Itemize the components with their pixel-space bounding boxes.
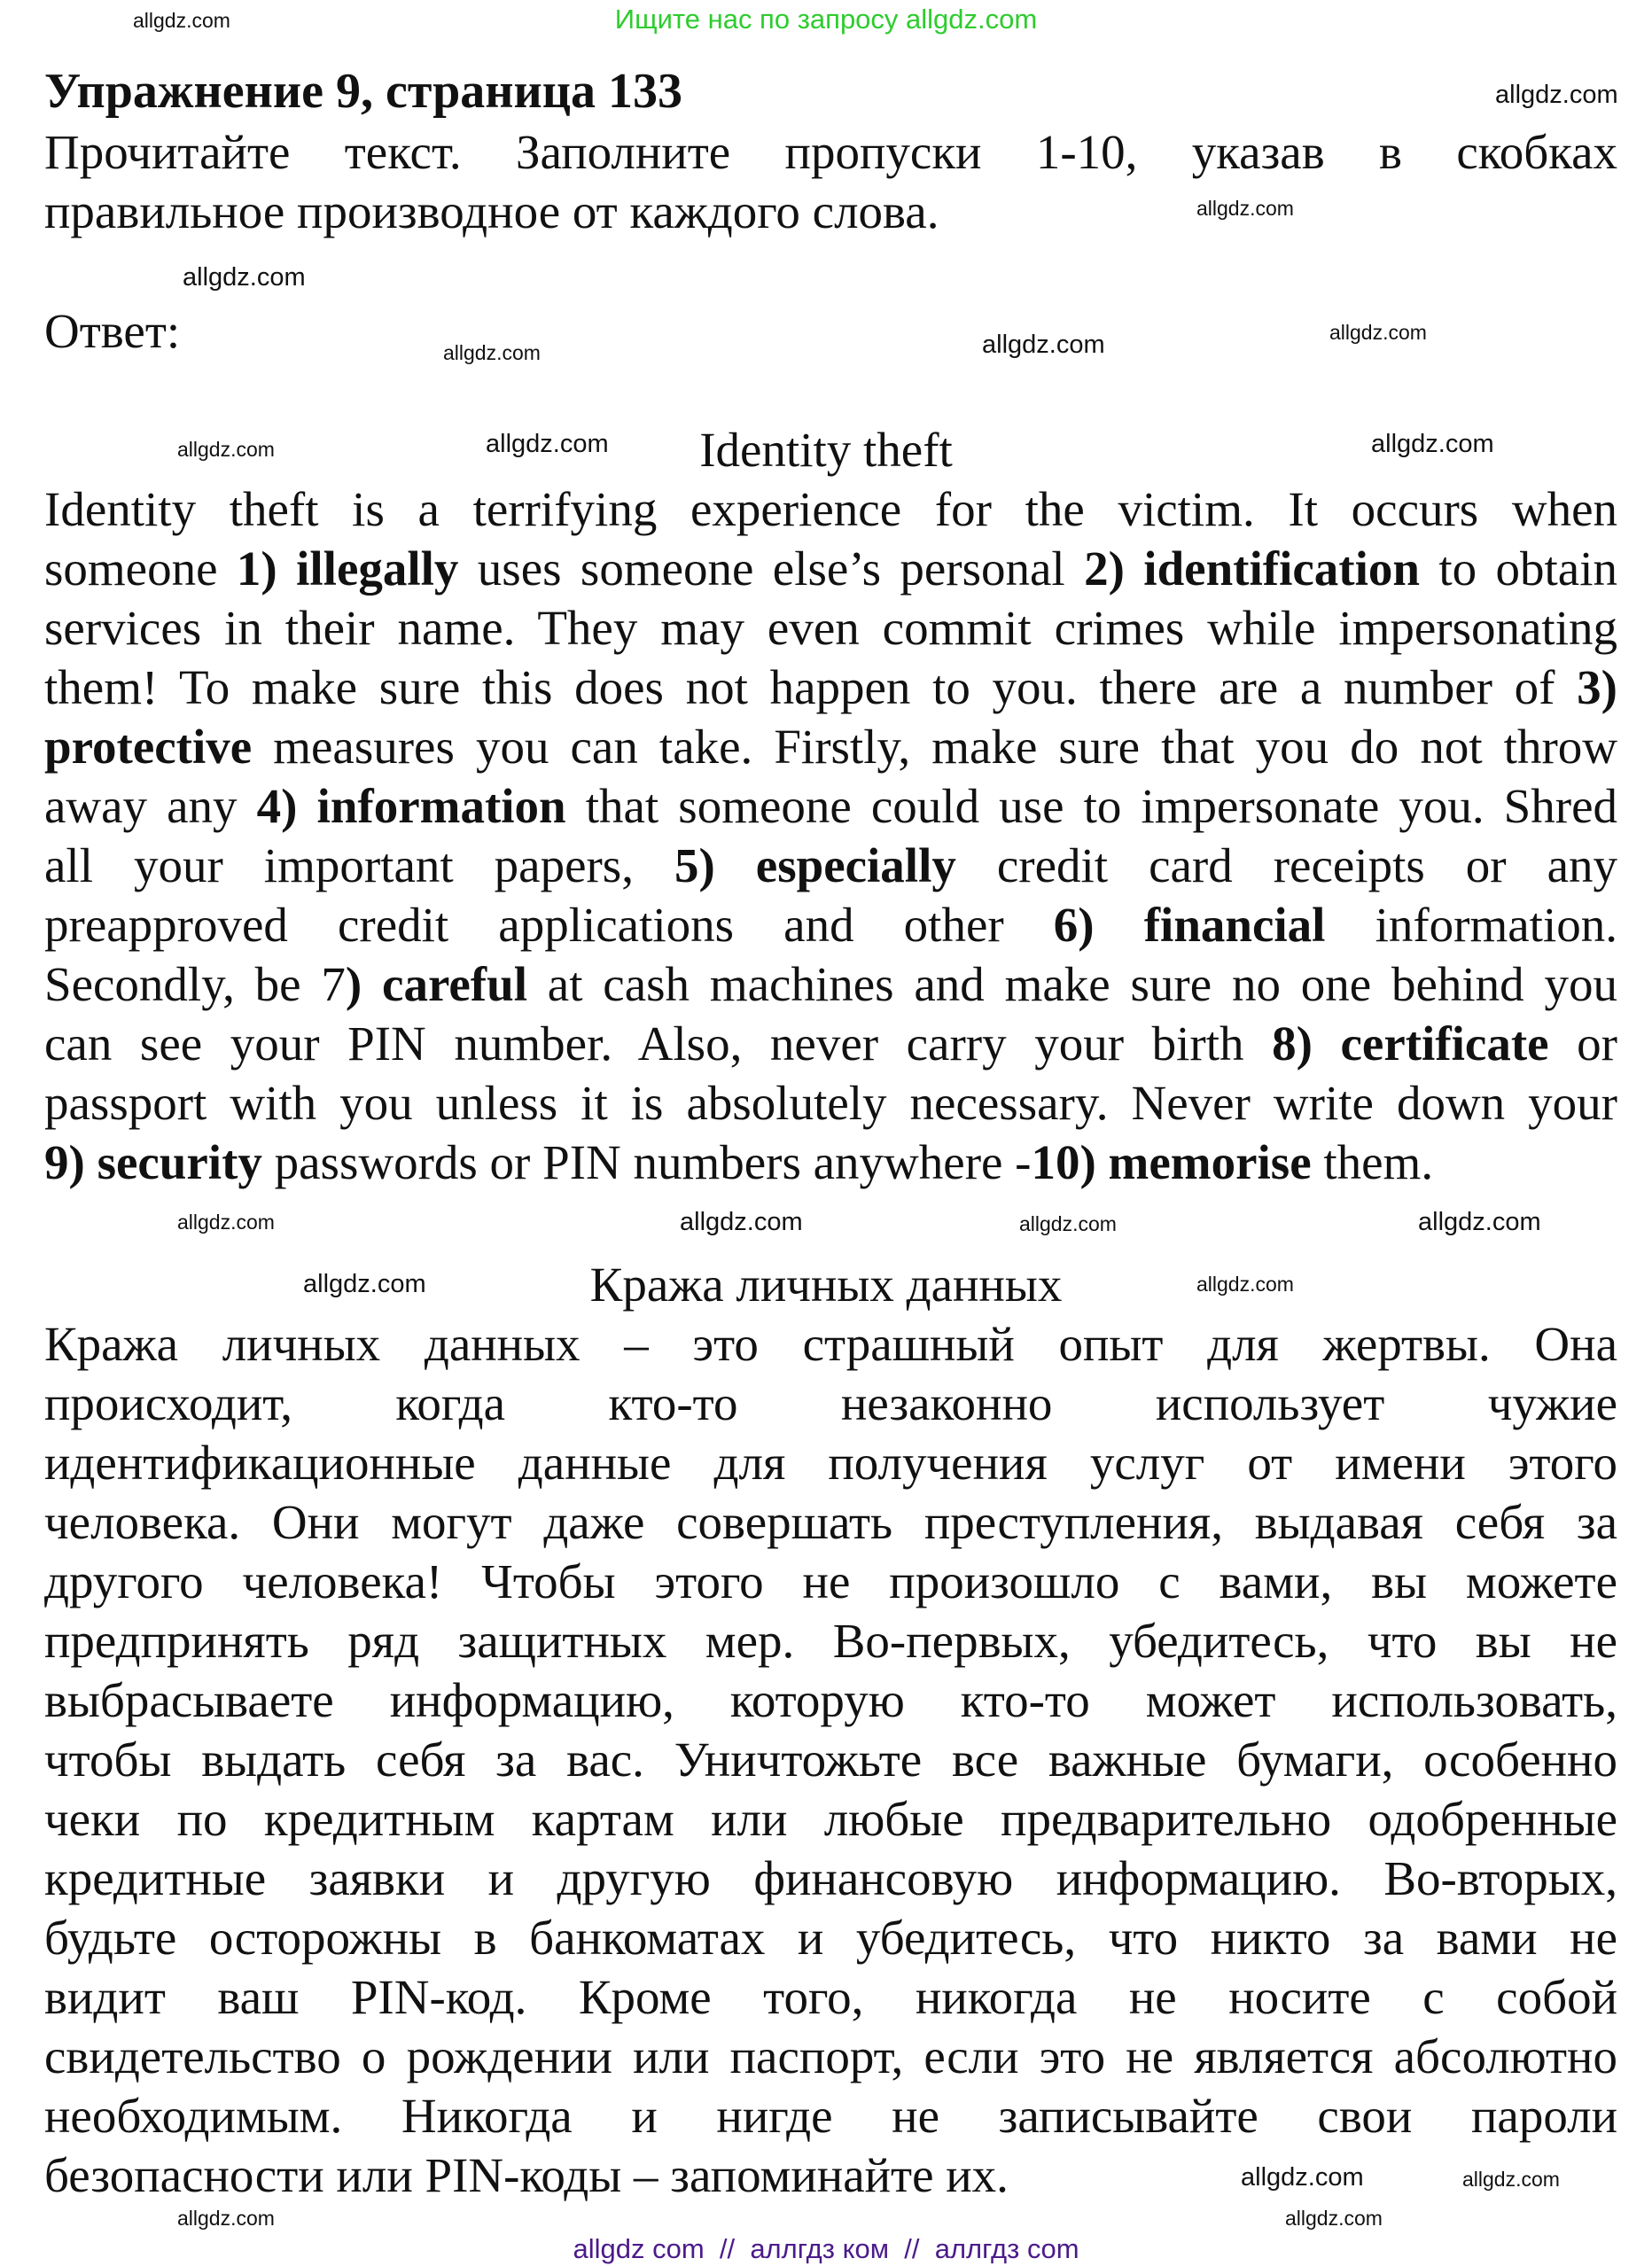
- text-segment: away any: [44, 779, 257, 833]
- footer-links: allgdz com // аллгдз ком // аллгдз com: [573, 2233, 1079, 2264]
- text-line: [44, 954, 1617, 1014]
- text-segment: выбрасываете информацию, которую кто-то может использовать,: [44, 1673, 1617, 1727]
- answer-word: ) careful: [345, 957, 527, 1011]
- text-line: [44, 1730, 1617, 1789]
- english-heading: Identity theft: [699, 423, 953, 477]
- watermark: allgdz.com: [1462, 2168, 1560, 2191]
- text-segment: идентификационные данные для получения услуг от имени этого: [44, 1436, 1617, 1490]
- watermark: allgdz.com: [177, 1211, 275, 1234]
- text-segment: them! To make sure this does not happen to you. there are a number of: [44, 660, 1578, 714]
- text-segment: them.: [1311, 1135, 1434, 1189]
- watermark: allgdz.com: [303, 1270, 426, 1298]
- text-segment: Кража личных данных – это страшный опыт для жертвы. Она: [44, 1317, 1617, 1371]
- text-line: [44, 776, 1617, 836]
- answer-word: 1) illegally: [236, 541, 459, 596]
- text-segment: at cash machines and make sure no one behind you: [526, 957, 1617, 1011]
- text-segment: Secondly, be 7: [44, 957, 346, 1011]
- instructions: [44, 122, 1617, 241]
- watermark: allgdz.com: [1196, 197, 1294, 220]
- text-line: [44, 895, 1617, 954]
- text-segment: preapproved credit applications and other: [44, 898, 1054, 952]
- text-segment: свидетельство о рождении или паспорт, если это не является абсолютно: [44, 2029, 1617, 2083]
- text-segment: происходит, когда кто-то незаконно использует чужие: [44, 1376, 1617, 1430]
- text-segment: someone: [44, 541, 237, 596]
- text-segment: Identity theft is a terrifying experience for the victim. It occurs when: [44, 482, 1617, 536]
- answer-word: 4) information: [256, 779, 566, 833]
- text-segment: services in their name. They may even commit crimes while impersonating: [44, 601, 1617, 655]
- text-line: [44, 479, 1617, 539]
- watermark: allgdz.com: [1019, 1212, 1117, 1235]
- answer-label: Ответ:: [44, 304, 181, 358]
- text-line: [44, 1670, 1617, 1730]
- answer-word: 9) security: [44, 1135, 262, 1189]
- text-segment: видит ваш PIN-код. Кроме того, никогда не носите с собой: [44, 1970, 1617, 2024]
- text-segment: uses someone else’s personal: [458, 541, 1085, 596]
- text-line: [44, 717, 1617, 776]
- text-line: [44, 836, 1617, 895]
- watermark: allgdz.com: [1285, 2207, 1383, 2230]
- text-line: [44, 1374, 1617, 1433]
- text-line: [44, 1073, 1617, 1133]
- russian-heading: Кража личных данных: [589, 1258, 1063, 1312]
- watermark: allgdz.com: [1196, 1273, 1294, 1296]
- search-banner: Ищите нас по запросу allgdz.com: [614, 4, 1038, 35]
- text-segment: to obtain: [1419, 541, 1617, 596]
- answer-word: 10) memorise: [1031, 1135, 1312, 1189]
- answer-word: 5) especially: [674, 838, 956, 892]
- watermark: allgdz.com: [1418, 1208, 1541, 1236]
- text-line: [44, 539, 1617, 598]
- text-segment: безопасности или PIN-коды – запоминайте их.: [44, 2148, 1009, 2202]
- text-line: [44, 2086, 1617, 2145]
- text-segment: passport with you unless it is absolutely necessary. Never write down your: [44, 1076, 1617, 1130]
- text-segment: that someone could use to impersonate you. Shred: [565, 779, 1617, 833]
- answer-word: 2) identification: [1084, 541, 1420, 596]
- answer-word: 6) financial: [1053, 898, 1326, 952]
- text-segment: человека. Они могут даже совершать преступления, выдавая себя за: [44, 1495, 1617, 1549]
- text-segment: passwords or PIN numbers anywhere -: [261, 1135, 1032, 1189]
- text-segment: measures you can take. Firstly, make sure that you do not throw: [252, 720, 1617, 774]
- text-segment: can see your PIN number. Also, never carry your birth: [44, 1016, 1273, 1071]
- watermark: allgdz.com: [680, 1208, 803, 1236]
- text-segment: чеки по кредитным картам или любые предварительно одобренные: [44, 1792, 1617, 1846]
- answer-word: protective: [44, 720, 253, 774]
- text-line: [44, 658, 1617, 717]
- instruction-line: Прочитайте текст. Заполните пропуски 1-10, указав в скобках: [44, 125, 1617, 179]
- text-segment: необходимым. Никогда и нигде не записывайте свои пароли: [44, 2089, 1617, 2143]
- text-line: [44, 1133, 1433, 1192]
- watermark: allgdz.com: [443, 341, 541, 364]
- text-segment: or: [1548, 1016, 1617, 1071]
- text-segment: другого человека! Чтобы этого не произошло с вами, вы можете: [44, 1554, 1617, 1608]
- text-line: [44, 1014, 1617, 1073]
- text-segment: будьте осторожны в банкоматах и убедитесь, что никто за вами не: [44, 1911, 1617, 1965]
- watermark: allgdz.com: [177, 438, 275, 461]
- text-segment: information.: [1325, 898, 1617, 952]
- text-segment: кредитные заявки и другую финансовую информацию. Во-вторых,: [44, 1851, 1617, 1905]
- watermark: allgdz.com: [1241, 2163, 1364, 2192]
- text-line: [44, 2027, 1617, 2086]
- instruction-line: правильное производное от каждого слова.: [44, 184, 939, 238]
- text-segment: чтобы выдать себя за вас. Уничтожьте все важные бумаги, особенно: [44, 1733, 1617, 1787]
- text-line: [44, 1849, 1617, 1908]
- watermark: allgdz.com: [982, 331, 1105, 359]
- text-line: [44, 1789, 1617, 1849]
- watermark: allgdz.com: [177, 2207, 275, 2230]
- text-line: [44, 598, 1617, 658]
- watermark: allgdz.com: [1329, 321, 1427, 344]
- watermark: allgdz.com: [1371, 430, 1494, 458]
- text-line: [44, 1492, 1617, 1552]
- text-line: [44, 2145, 1009, 2205]
- answer-word: 3): [1577, 660, 1617, 714]
- text-line: [44, 1908, 1617, 1967]
- text-line: [44, 1314, 1617, 1374]
- english-text: [44, 479, 1617, 1192]
- text-segment: credit card receipts or any: [955, 838, 1617, 892]
- page-title: Упражнение 9, страница 133: [44, 64, 683, 119]
- watermark: allgdz.com: [486, 430, 609, 458]
- watermark: allgdz.com: [133, 9, 230, 32]
- text-line: [44, 1552, 1617, 1611]
- text-segment: all your important papers,: [44, 838, 674, 892]
- watermark: allgdz.com: [1495, 81, 1618, 109]
- answer-word: 8) certificate: [1272, 1016, 1549, 1071]
- russian-text: [44, 1314, 1617, 2205]
- text-line: [44, 1967, 1617, 2027]
- text-line: [44, 1433, 1617, 1492]
- text-line: [44, 1611, 1617, 1670]
- watermark: allgdz.com: [183, 263, 306, 292]
- text-segment: предпринять ряд защитных мер. Во-первых, убедитесь, что вы не: [44, 1614, 1617, 1668]
